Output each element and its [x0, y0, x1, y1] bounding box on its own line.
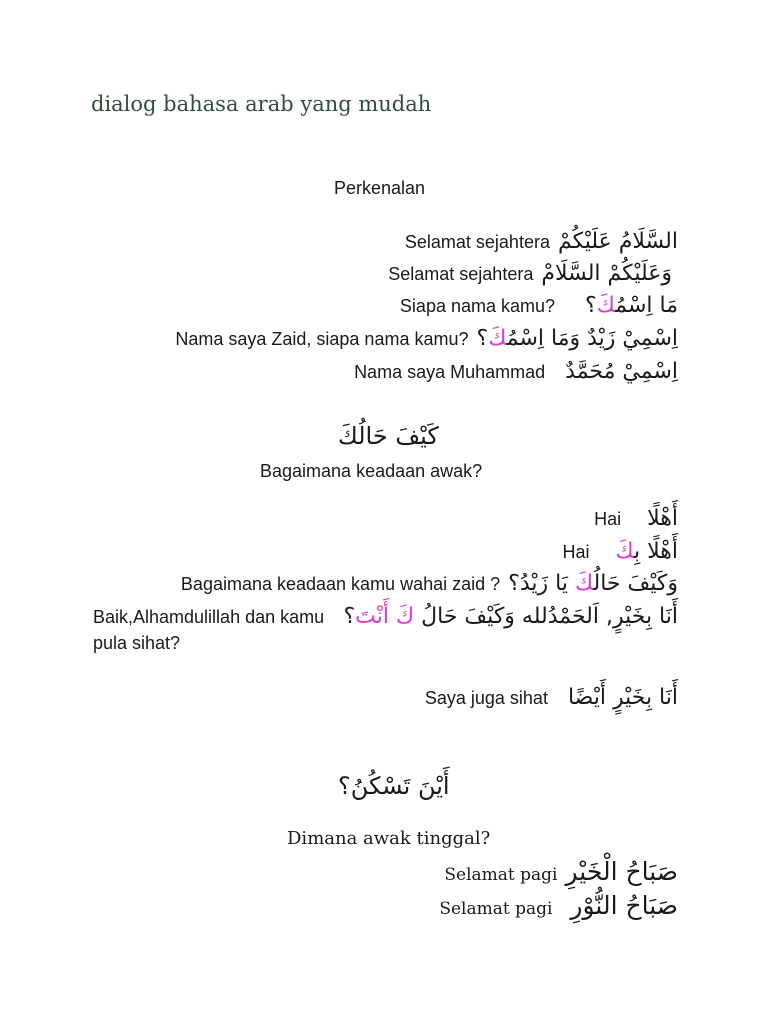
latin-text: Nama saya Muhammad: [354, 362, 546, 382]
arabic-text: السَّلَامُ عَلَيْكُمْ: [557, 229, 678, 254]
arabic-text: صَبَاحُ النُّوْرِ: [570, 891, 678, 920]
latin-text: Nama saya Zaid, siapa nama kamu?: [175, 329, 469, 349]
dialog-line: [388, 261, 672, 286]
latin-text: Bagaimana keadaan kamu wahai zaid ?: [180, 574, 501, 594]
dialog-line: [175, 326, 678, 351]
arabic-text: وَكَيْفَ حَالُكَ يَا زَيْدُ؟: [508, 571, 678, 596]
latin-text: Selamat sejahtera: [388, 264, 534, 284]
latin-text: Selamat pagi: [444, 865, 558, 885]
arabic-text: وَعَلَيْكُمْ السَّلَامْ: [541, 261, 672, 286]
arabic-text: أَنَا بِخَيْرٍ, اَلحَمْدُلله وَكَيْفَ حَالُ كَ أَنْتَ؟: [343, 604, 678, 629]
dialog-line: [181, 571, 678, 596]
latin-text: Hai: [594, 509, 622, 529]
document-title: dialog bahasa arab yang mudah: [91, 92, 432, 116]
arabic-heading-kaifa-haluka: كَيْفَ حَالُكَ: [338, 422, 439, 450]
dialog-line: [405, 229, 678, 254]
arabic-text: مَا اِسْمُكَ؟: [585, 293, 678, 318]
dialog-line: [354, 359, 678, 384]
arabic-text: أَهْلًا: [647, 506, 678, 531]
latin-text: Selamat sejahtera: [404, 232, 550, 252]
section-subheading: Bagaimana keadaan awak?: [260, 461, 483, 481]
dialog-line: [594, 506, 678, 531]
section-heading-perkenalan: Perkenalan: [334, 178, 426, 198]
latin-text: Baik,Alhamdulillah dan kamu pula sihat?: [93, 607, 325, 653]
arabic-heading-aina-taskunu: أَيْنَ تَسْكُنُ؟: [338, 772, 450, 800]
arabic-text: صَبَاحُ الْخَيْرِ: [565, 857, 678, 886]
latin-text: Hai: [562, 542, 590, 562]
dialog-line: [93, 604, 678, 656]
arabic-text: أَنَا بِخَيْرٍ أَيْضًا: [567, 685, 678, 710]
dialog-line: [400, 293, 678, 318]
latin-text: Saya juga sihat: [424, 688, 548, 708]
latin-text: Siapa nama kamu?: [399, 296, 556, 316]
arabic-text: اِسْمِيْ مُحَمَّدٌ: [565, 359, 678, 384]
dialog-line: [562, 539, 678, 564]
latin-text: Selamat pagi: [439, 899, 553, 919]
dialog-line: [444, 857, 678, 886]
arabic-text: أَهْلًا بِكَ: [615, 539, 678, 564]
dialog-line: [439, 891, 678, 920]
section-subheading: Dimana awak tinggal?: [287, 828, 491, 849]
dialog-line: [425, 685, 678, 710]
arabic-text: اِسْمِيْ زَيْدٌ وَمَا اِسْمُكَ؟: [476, 326, 678, 351]
